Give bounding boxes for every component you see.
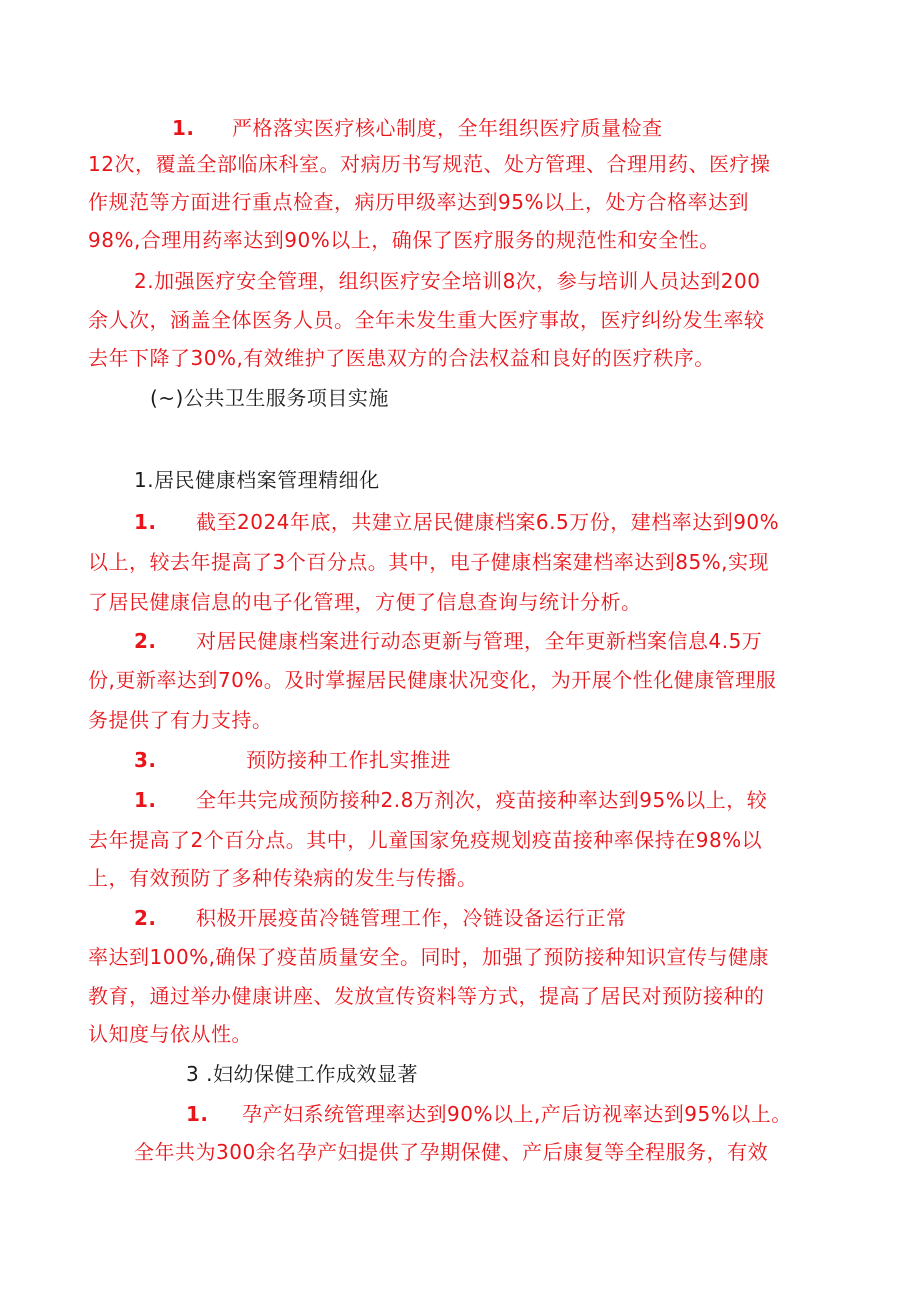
section-heading: (~)公共卫生服务项目实施 — [150, 386, 389, 410]
paragraph-line: 孕产妇系统管理率达到90%以上,产后访视率达到95%以上。 — [242, 1102, 792, 1126]
paragraph-line: 截至2024年底，共建立居民健康档案6.5万份，建档率达到90% — [196, 510, 780, 534]
subsection-heading: 预防接种工作扎实推进 — [246, 748, 451, 772]
paragraph-line: 全年共为300余名孕产妇提供了孕期保健、产后康复等全程服务，有效 — [134, 1140, 769, 1164]
paragraph-line: 98%,合理用药率达到90%以上，确保了医疗服务的规范性和安全性。 — [88, 228, 720, 252]
paragraph-line: 12次，覆盖全部临床科室。对病历书写规范、处方管理、合理用药、医疗操 — [88, 152, 771, 176]
subsection-number: 3. — [134, 748, 157, 772]
paragraph-line: 对居民健康档案进行动态更新与管理，全年更新档案信息4.5万 — [196, 629, 763, 653]
paragraph-line: 积极开展疫苗冷链管理工作，冷链设备运行正常 — [196, 906, 627, 930]
paragraph-line: 教育，通过举办健康讲座、发放宣传资料等方式，提高了居民对预防接种的 — [88, 984, 765, 1008]
subsection-heading: 1.居民健康档案管理精细化 — [134, 468, 380, 492]
paragraph-line: 以上，较去年提高了3个百分点。其中，电子健康档案建档率达到85%,实现 — [88, 550, 770, 574]
paragraph-line: 上，有效预防了多种传染病的发生与传播。 — [88, 866, 478, 890]
paragraph-line: 2.加强医疗安全管理，组织医疗安全培训8次，参与培训人员达到200 — [134, 269, 761, 293]
paragraph-line: 认知度与依从性。 — [88, 1022, 252, 1046]
list-number: 1. — [186, 1102, 209, 1126]
paragraph-line: 了居民健康信息的电子化管理，方便了信息查询与统计分析。 — [88, 590, 642, 614]
paragraph-line: 去年提高了2个百分点。其中，儿童国家免疫规划疫苗接种率保持在98%以 — [88, 828, 763, 852]
paragraph-line: 全年共完成预防接种2.8万剂次，疫苗接种率达到95%以上，较 — [196, 788, 768, 812]
paragraph-line: 作规范等方面进行重点检查，病历甲级率达到95%以上，处方合格率达到 — [88, 190, 749, 214]
paragraph-line: 余人次，涵盖全体医务人员。全年未发生重大医疗事故，医疗纠纷发生率较 — [88, 308, 765, 332]
list-number: 2. — [134, 906, 157, 930]
paragraph-line: 份,更新率达到70%。及时掌握居民健康状况变化，为开展个性化健康管理服 — [88, 668, 777, 692]
list-number: 1. — [134, 788, 157, 812]
list-number: 2. — [134, 629, 157, 653]
subsection-heading: 3 .妇幼保健工作成效显著 — [186, 1062, 418, 1086]
paragraph-line: 去年下降了30%,有效维护了医患双方的合法权益和良好的医疗秩序。 — [88, 346, 715, 370]
list-number: 1. — [134, 510, 157, 534]
list-number: 1. — [172, 116, 195, 140]
paragraph-line: 务提供了有力支持。 — [88, 708, 273, 732]
paragraph-line: 严格落实医疗核心制度，全年组织医疗质量检查 — [232, 116, 663, 140]
paragraph-line: 率达到100%,确保了疫苗质量安全。同时，加强了预防接种知识宣传与健康 — [88, 945, 770, 969]
